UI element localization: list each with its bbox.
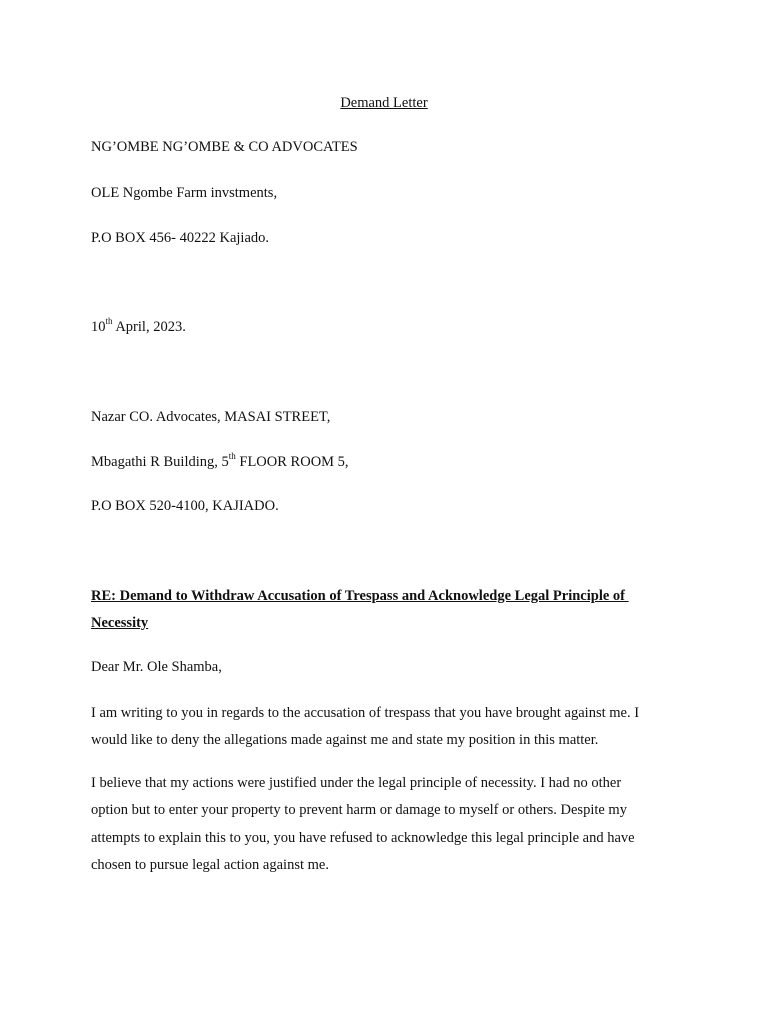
recipient-line-2	[91, 453, 349, 471]
sender-client: OLE Ngombe Farm invstments,	[91, 185, 278, 201]
subject-line-1: RE: Demand to Withdraw Accusation of Trespass and Acknowledge Legal Principle of	[91, 588, 629, 604]
paragraph-2-line-3: attempts to explain this to you, you have refused to acknowledge this legal principle and have	[91, 830, 635, 846]
sender-address: P.O BOX 456- 40222 Kajiado.	[91, 230, 270, 246]
letter-date	[91, 318, 186, 336]
paragraph-1-line-1: I am writing to you in regards to the accusation of trespass that you have brought against me. I	[91, 705, 640, 721]
paragraph-2-line-1: I believe that my actions were justified under the legal principle of necessity. I had no other	[91, 775, 622, 791]
recipient-line-2-before: Mbagathi R Building, 5	[91, 454, 229, 470]
recipient-line-3: P.O BOX 520-4100, KAJIADO.	[91, 498, 279, 514]
paragraph-2-line-4: chosen to pursue legal action against me.	[91, 857, 329, 873]
date-suffix: th	[105, 316, 113, 327]
recipient-floor-suffix: th	[228, 451, 236, 462]
recipient-line-1: Nazar CO. Advocates, MASAI STREET,	[91, 409, 331, 425]
sender-firm: NG’OMBE NG’OMBE & CO ADVOCATES	[91, 139, 358, 155]
salutation: Dear Mr. Ole Shamba,	[91, 659, 222, 675]
paragraph-1-line-2: would like to deny the allegations made against me and state my position in this matter.	[91, 732, 599, 748]
subject-line-2: Necessity	[91, 615, 149, 631]
document-title: Demand Letter	[340, 95, 428, 111]
recipient-line-2-after: FLOOR ROOM 5,	[235, 454, 349, 470]
date-rest: April, 2023.	[112, 319, 186, 335]
date-day: 10	[91, 319, 106, 335]
paragraph-2-line-2: option but to enter your property to prevent harm or damage to myself or others. Despite my	[91, 802, 627, 818]
